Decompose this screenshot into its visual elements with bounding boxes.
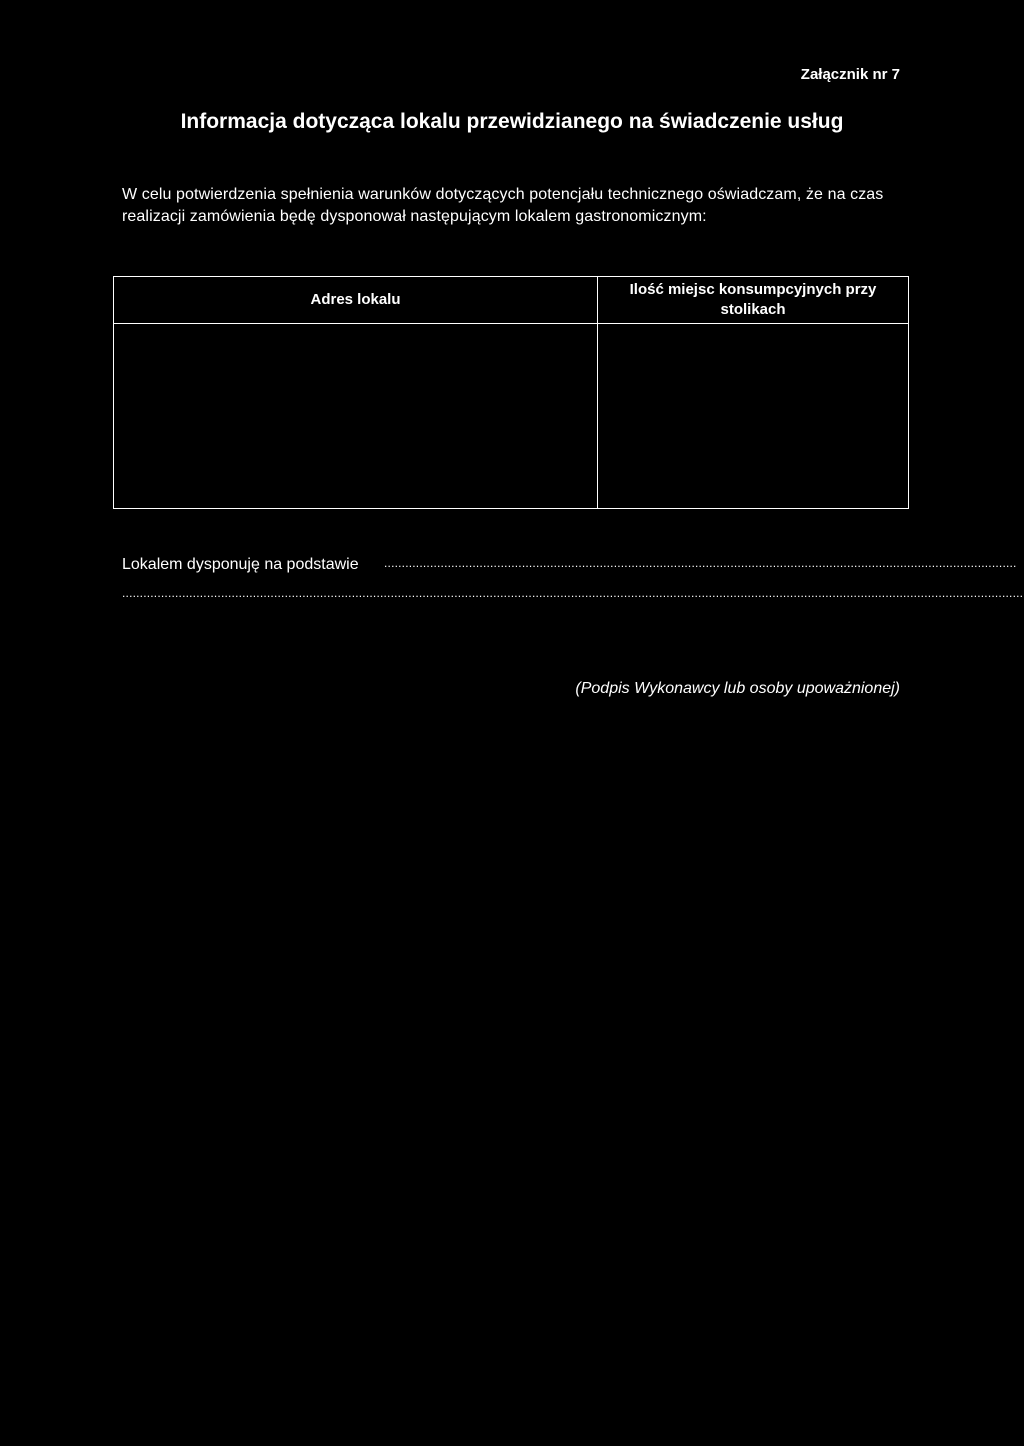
table-cell-seats[interactable] xyxy=(598,324,908,508)
attachment-label: Załącznik nr 7 xyxy=(800,66,900,83)
basis-fill-line-1[interactable]: ................................................................................................................................................................................... xyxy=(384,556,1017,570)
venue-table xyxy=(113,276,909,509)
table-header-seats: Ilość miejsc konsumpcyjnych przy stolikach xyxy=(629,281,877,318)
signature-caption: (Podpis Wykonawcy lub osoby upoważnionej) xyxy=(575,680,900,697)
intro-paragraph: W celu potwierdzenia spełnienia warunków dotyczących potencjału technicznego oświadczam, że na czas realizacji zamówienia będę dysponował następującym lokalem gastronomicznym: xyxy=(122,186,884,225)
table-cell-address[interactable] xyxy=(114,324,597,508)
basis-fill-line-2[interactable]: ............................................................................................................................................................................................................................................................... xyxy=(122,586,1024,600)
basis-label: Lokalem dysponuję na podstawie xyxy=(122,556,359,573)
page-title: Informacja dotycząca lokalu przewidzianego na świadczenie usług xyxy=(180,110,844,133)
table-header-address: Adres lokalu xyxy=(310,291,401,308)
